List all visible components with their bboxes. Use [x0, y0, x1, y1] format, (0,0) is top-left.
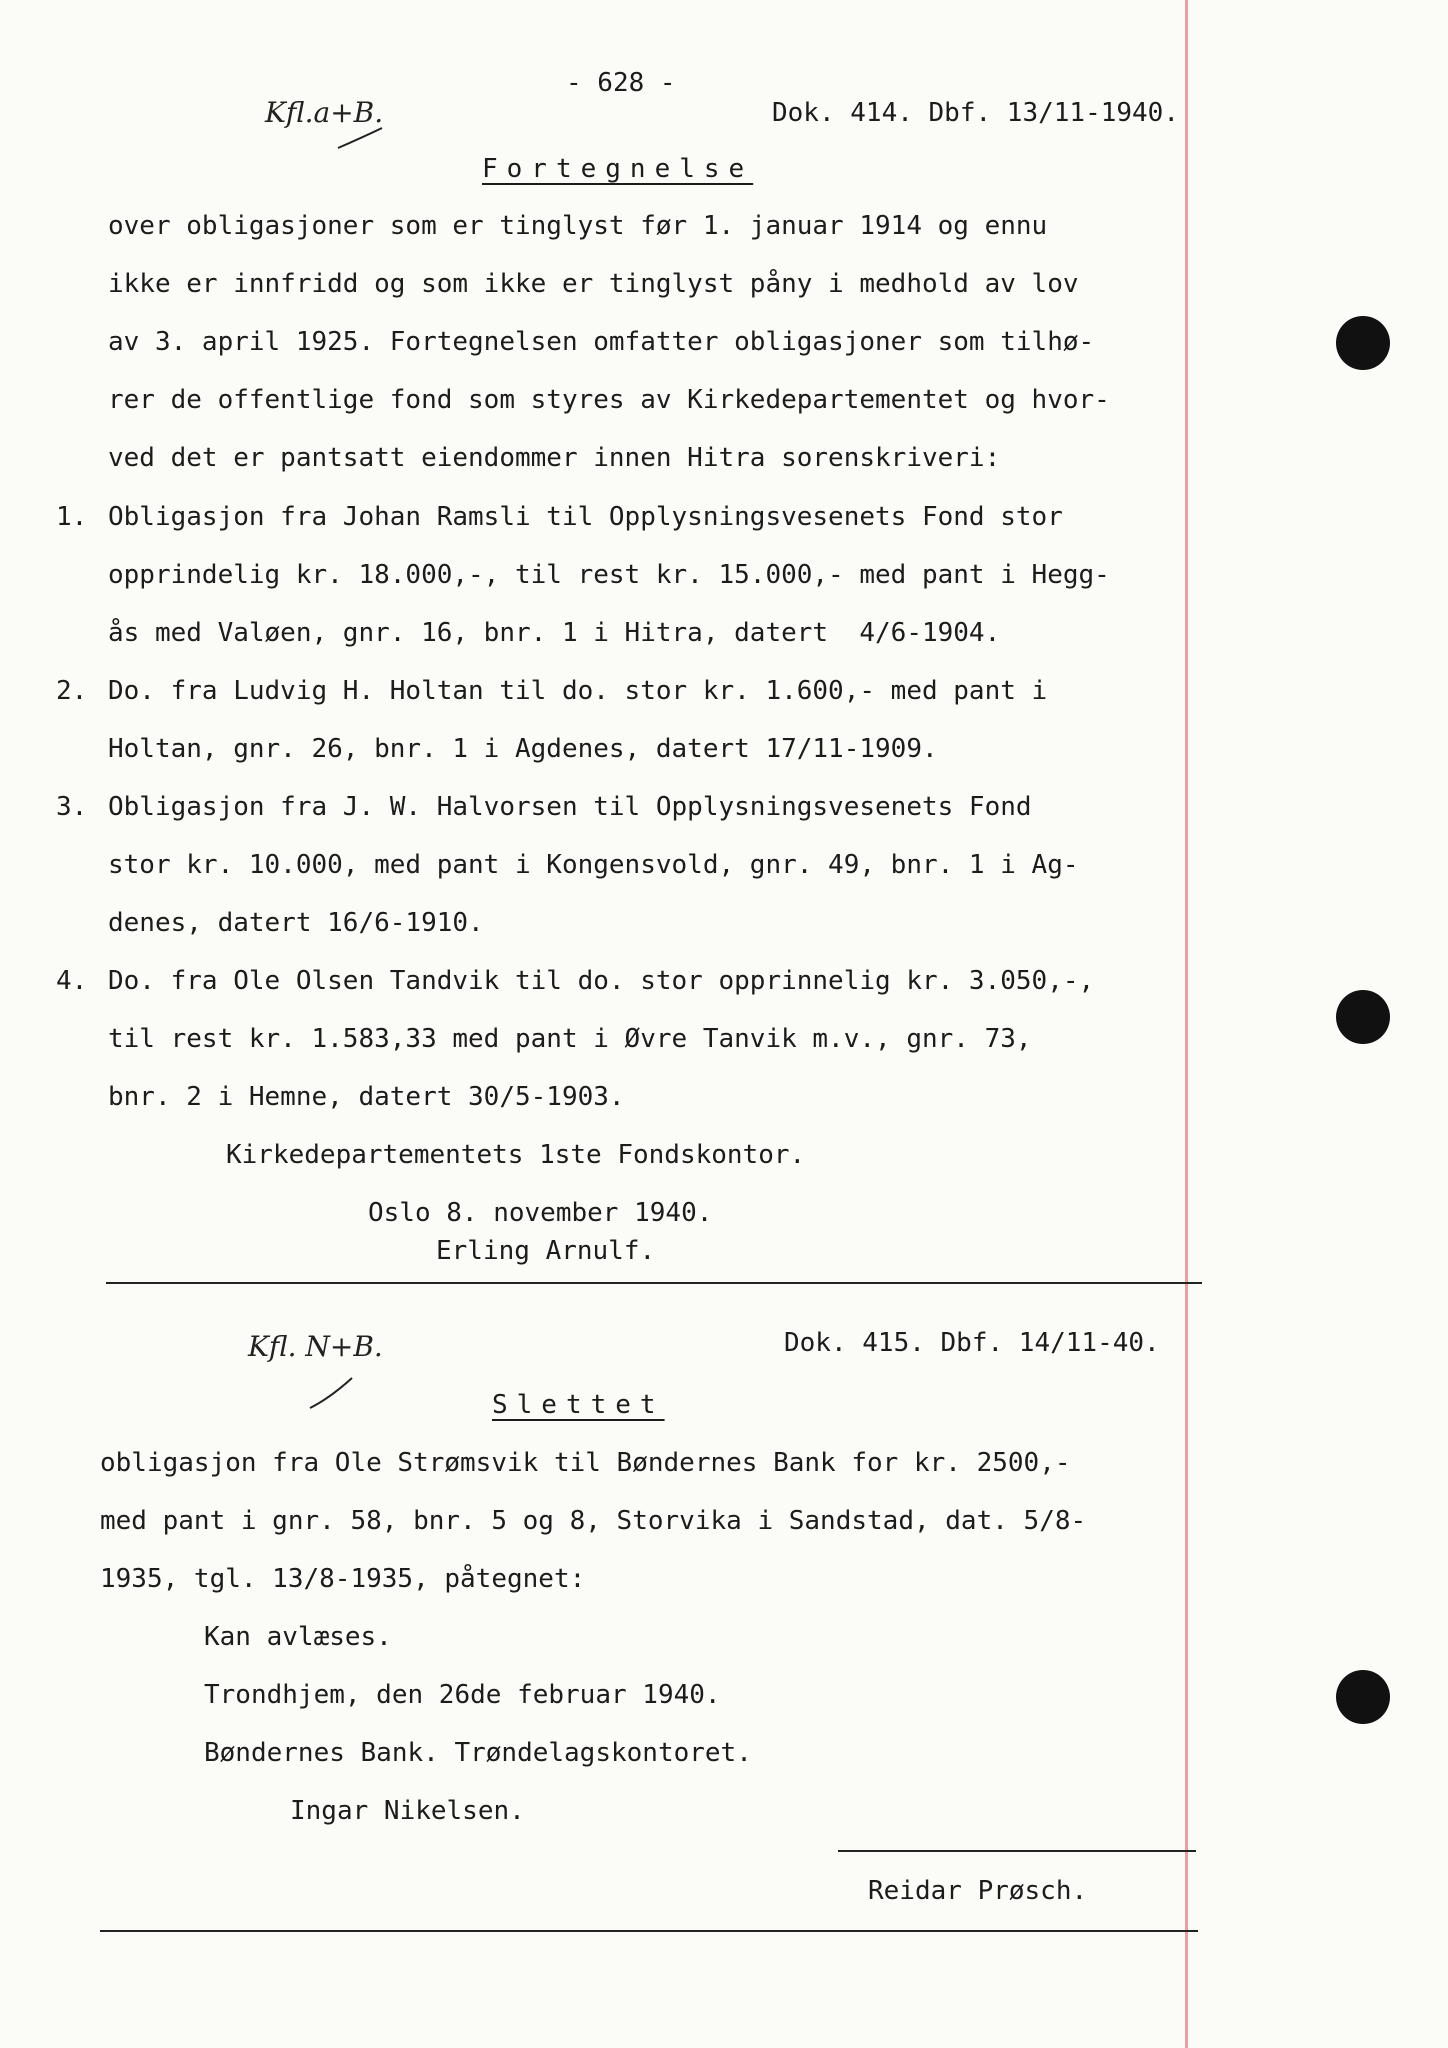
- text-line: ved det er pantsatt eiendommer innen Hitra sorenskriveri:: [108, 443, 1001, 473]
- page-number: - 628 -: [566, 68, 676, 98]
- text-line: 1935, tgl. 13/8-1935, påtegnet:: [100, 1564, 586, 1594]
- handwritten-note: Kfl. N+B.: [248, 1330, 383, 1363]
- text-line: Bøndernes Bank. Trøndelagskontoret.: [204, 1738, 752, 1768]
- signatory-line: Erling Arnulf.: [436, 1236, 656, 1266]
- item-number: 1.: [56, 502, 88, 532]
- place-date-line: Oslo 8. november 1940.: [368, 1198, 713, 1228]
- punch-hole: [1336, 1670, 1390, 1724]
- handwritten-stroke: [308, 1376, 354, 1412]
- text-line: Obligasjon fra Johan Ramsli til Opplysningsvesenets Fond stor: [108, 502, 1063, 532]
- document-title: Fortegnelse: [482, 154, 754, 184]
- text-line: med pant i gnr. 58, bnr. 5 og 8, Storvika i Sandstad, dat. 5/8-: [100, 1506, 1087, 1536]
- text-line: av 3. april 1925. Fortegnelsen omfatter obligasjoner som tilhø-: [108, 327, 1095, 357]
- text-line: Holtan, gnr. 26, bnr. 1 i Agdenes, datert 17/11-1909.: [108, 734, 938, 764]
- margin-line: [1185, 0, 1188, 2048]
- item-number: 3.: [56, 792, 88, 822]
- text-line: Ingar Nikelsen.: [290, 1796, 525, 1826]
- section-divider: [106, 1282, 1202, 1284]
- text-line: denes, datert 16/6-1910.: [108, 908, 484, 938]
- registrar-signature: Reidar Prøsch.: [868, 1876, 1088, 1906]
- punch-hole: [1336, 990, 1390, 1044]
- item-number: 2.: [56, 676, 88, 706]
- handwritten-stroke: [336, 124, 386, 154]
- text-line: ikke er innfridd og som ikke er tinglyst påny i medhold av lov: [108, 269, 1079, 299]
- text-line: Do. fra Ludvig H. Holtan til do. stor kr. 1.600,- med pant i: [108, 676, 1048, 706]
- text-line: til rest kr. 1.583,33 med pant i Øvre Tanvik m.v., gnr. 73,: [108, 1024, 1032, 1054]
- text-line: over obligasjoner som er tinglyst før 1. januar 1914 og ennu: [108, 211, 1048, 241]
- doc-reference: Dok. 414. Dbf. 13/11-1940.: [772, 98, 1179, 128]
- text-line: Kan avlæses.: [204, 1622, 392, 1652]
- text-line: rer de offentlige fond som styres av Kirkedepartementet og hvor-: [108, 385, 1110, 415]
- signature-rule: [838, 1850, 1196, 1852]
- doc-reference: Dok. 415. Dbf. 14/11-40.: [784, 1328, 1160, 1358]
- issuer-line: Kirkedepartementets 1ste Fondskontor.: [226, 1140, 806, 1170]
- item-number: 4.: [56, 966, 88, 996]
- text-line: bnr. 2 i Hemne, datert 30/5-1903.: [108, 1082, 625, 1112]
- text-line: Trondhjem, den 26de februar 1940.: [204, 1680, 721, 1710]
- section-title: Slettet: [492, 1390, 665, 1420]
- punch-hole: [1336, 316, 1390, 370]
- text-line: obligasjon fra Ole Strømsvik til Bøndernes Bank for kr. 2500,-: [100, 1448, 1071, 1478]
- text-line: Obligasjon fra J. W. Halvorsen til Opplysningsvesenets Fond: [108, 792, 1032, 822]
- text-line: stor kr. 10.000, med pant i Kongensvold, gnr. 49, bnr. 1 i Ag-: [108, 850, 1079, 880]
- handwritten-note: Kfl.a+B.: [265, 96, 384, 129]
- text-line: Do. fra Ole Olsen Tandvik til do. stor opprinnelig kr. 3.050,-,: [108, 966, 1095, 996]
- text-line: opprindelig kr. 18.000,-, til rest kr. 15.000,- med pant i Hegg-: [108, 560, 1110, 590]
- text-line: ås med Valøen, gnr. 16, bnr. 1 i Hitra, datert 4/6-1904.: [108, 618, 1001, 648]
- section-divider: [100, 1930, 1198, 1932]
